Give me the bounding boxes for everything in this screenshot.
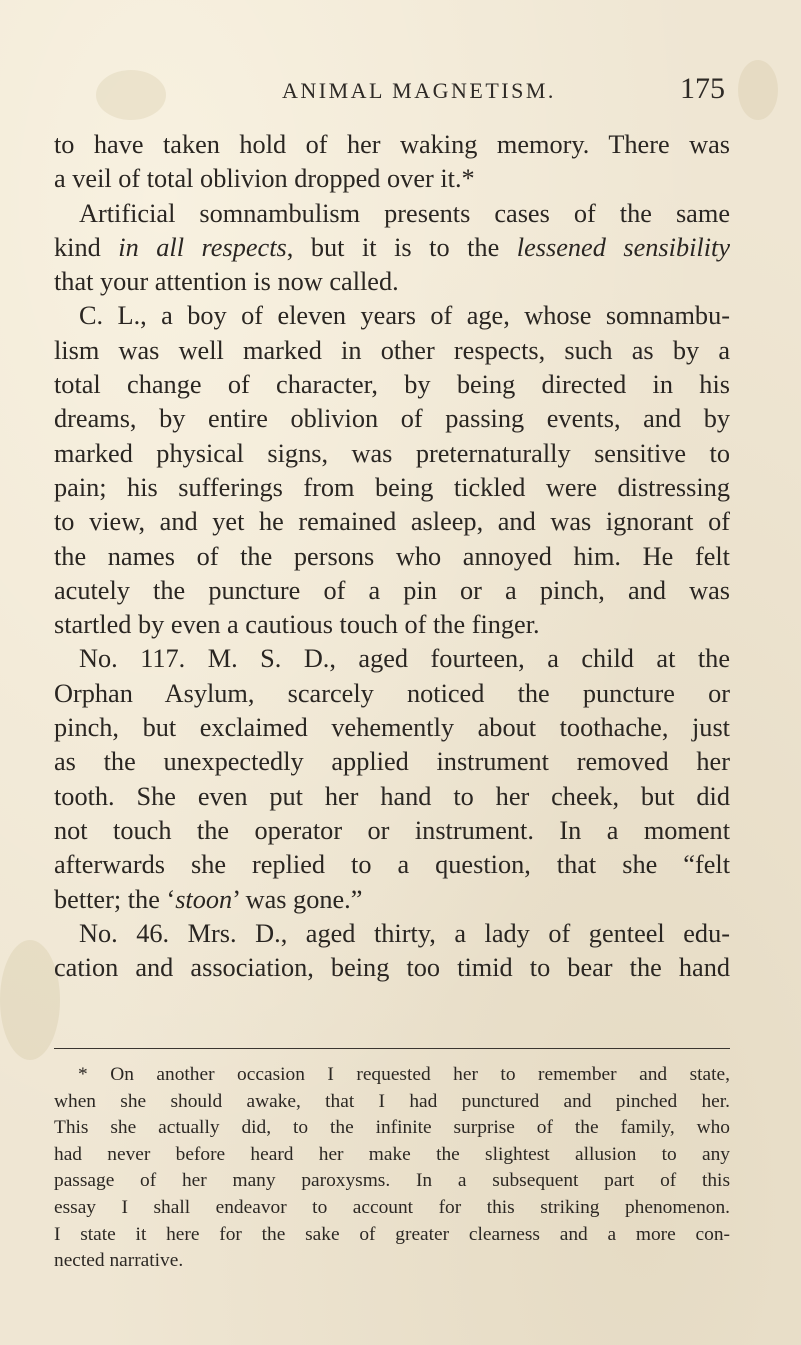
footnote-line: passage of her many paroxysms. In a subsequent part of this — [54, 1170, 730, 1192]
page-number: 175 — [680, 72, 725, 105]
footnote-line: nected narrative. — [54, 1250, 184, 1272]
text-line: Orphan Asylum, scarcely noticed the puncture or — [54, 678, 730, 708]
text-line: total change of character, by being directed in his — [54, 370, 730, 400]
text-line: afterwards she replied to a question, that she “felt — [54, 850, 730, 880]
footnote-line: when she should awake, that I had punctured and pinched her. — [54, 1090, 730, 1112]
text-line: C. L., a boy of eleven years of age, whose somnambu- — [79, 301, 730, 331]
text-line: Artificial somnambulism presents cases of the same — [79, 198, 730, 228]
text-segment: better; the ‘ — [54, 884, 176, 914]
text-line: startled by even a cautious touch of the finger. — [54, 610, 540, 640]
text-line: to have taken hold of her waking memory. There was — [54, 130, 730, 159]
text-line: a veil of total oblivion dropped over it.* — [54, 164, 475, 194]
paper-stain — [0, 940, 60, 1060]
text-line: that your attention is now called. — [54, 267, 399, 297]
footnote — [54, 1062, 730, 1275]
italic-segment: stoon — [175, 884, 233, 914]
text-line: acutely the puncture of a pin or a pinch, and was — [54, 575, 730, 605]
footnote-line: had never before heard her make the slightest allusion to any — [54, 1143, 730, 1165]
page-header — [0, 74, 801, 114]
text-segment: ’ was gone.” — [232, 884, 363, 914]
footnote-line: * On another occasion I requested her to remember and state, — [78, 1064, 730, 1085]
running-head: ANIMAL MAGNETISM. — [282, 78, 556, 103]
text-line — [54, 231, 730, 265]
italic-segment: in all respects — [118, 232, 287, 262]
text-line: No. 46. Mrs. D., aged thirty, a lady of genteel edu- — [79, 918, 730, 948]
body-text — [54, 128, 730, 985]
text-line: dreams, by entire oblivion of passing events, and by — [54, 404, 730, 434]
italic-segment: lessened sensibility — [516, 232, 730, 262]
text-line: cation and association, being too timid to bear the hand — [54, 953, 730, 983]
text-line: pain; his sufferings from being tickled were distressing — [54, 472, 730, 502]
footnote-line: essay I shall endeavor to account for this striking phenomenon. — [54, 1196, 730, 1218]
footnote-line: I state it here for the sake of greater clearness and a more con- — [54, 1223, 730, 1245]
text-line — [54, 883, 730, 917]
text-line: tooth. She even put her hand to her cheek, but did — [54, 781, 730, 811]
text-line: pinch, but exclaimed vehemently about toothache, just — [54, 713, 730, 743]
text-line: the names of the persons who annoyed him. He felt — [54, 541, 730, 571]
text-line: lism was well marked in other respects, such as by a — [54, 335, 730, 365]
text-line: No. 117. M. S. D., aged fourteen, a child at the — [79, 644, 730, 674]
footnote-line: This she actually did, to the infinite surprise of the family, who — [54, 1117, 730, 1139]
text-segment: kind — [54, 232, 119, 262]
footnote-rule — [54, 1048, 730, 1049]
text-line: to view, and yet he remained asleep, and was ignorant of — [54, 507, 730, 537]
text-line: not touch the operator or instrument. In a moment — [54, 815, 730, 845]
text-line: marked physical signs, was preternaturally sensitive to — [54, 438, 730, 468]
text-line: as the unexpectedly applied instrument removed her — [54, 747, 730, 777]
text-segment: , but it is to the — [286, 232, 517, 262]
